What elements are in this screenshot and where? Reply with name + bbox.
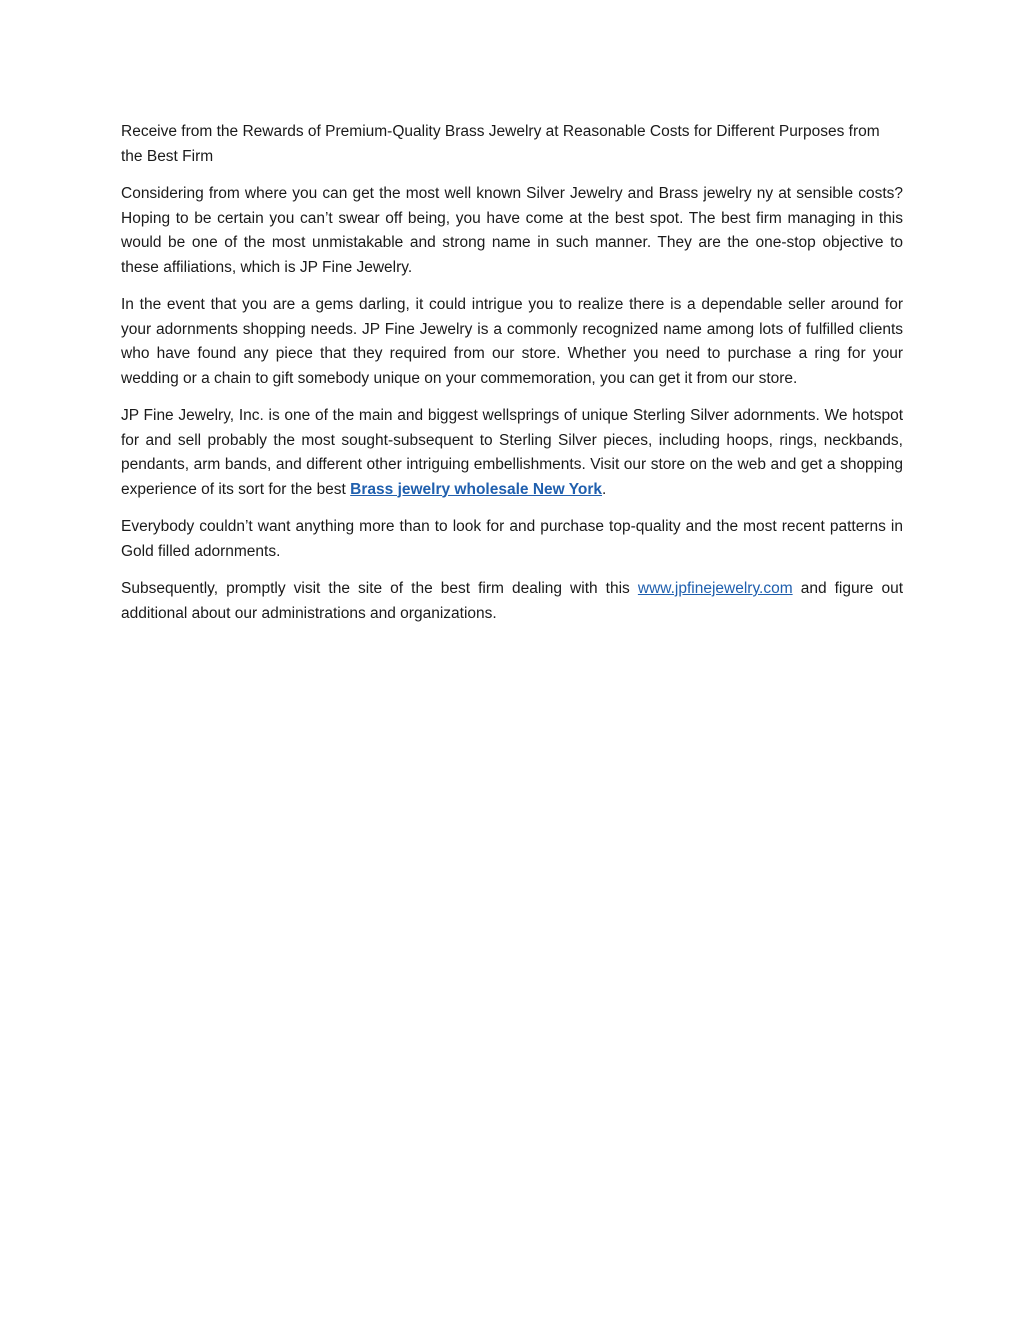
paragraph-visit-site-end: and figure out additional about our administrations and organizations.: [121, 580, 904, 622]
paragraph-gold-filled: Everybody couldn’t want anything more than to look for and purchase top-quality and the most recent patterns in Gold filled adornments.: [121, 518, 903, 560]
paragraph-about-company-text: JP Fine Jewelry, Inc. is one of the main and biggest wellsprings of unique Sterling Silver adornments. We hotspot for and sell probably the most sought-subsequent to Sterling Silver pieces, including hoops, rings, neckbands, pendants, arm bands, and different other intriguing embellishments. Visit our store on the web and get a shopping experience of its sort for the best: [121, 407, 903, 498]
website-link[interactable]: www.jpfinejewelry.com: [637, 580, 793, 597]
paragraph-visit-site-text: Subsequently, promptly visit the site of the best firm dealing with this: [121, 580, 638, 597]
paragraph-visit-site: [121, 577, 903, 626]
document-body: [121, 120, 903, 639]
paragraph-intro: Considering from where you can get the most well known Silver Jewelry and Brass jewelry ny at sensible costs? Hoping to be certain you can’t swear off being, you have come at the best spot. The best firm managing in this would be one of the most unmistakable and strong name in such manner. They are the one-stop objective to these affiliations, which is JP Fine Jewelry.: [121, 185, 903, 276]
paragraph-about-company: [121, 404, 903, 502]
brass-jewelry-wholesale-link[interactable]: Brass jewelry wholesale New York: [350, 480, 603, 498]
paragraph-gems-darling: In the event that you are a gems darling, it could intrigue you to realize there is a dependable seller around for your adornments shopping needs. JP Fine Jewelry is a commonly recognized name among lots of fulfilled clients who have found any piece that they required from our store. Whether you need to purchase a ring for your wedding or a chain to gift somebody unique on your commemoration, you can get it from our store.: [121, 296, 903, 387]
paragraph-about-company-end: .: [602, 480, 607, 498]
document-title-paragraph: Receive from the Rewards of Premium-Quality Brass Jewelry at Reasonable Costs for Different Purposes from the Best Firm: [121, 123, 880, 165]
